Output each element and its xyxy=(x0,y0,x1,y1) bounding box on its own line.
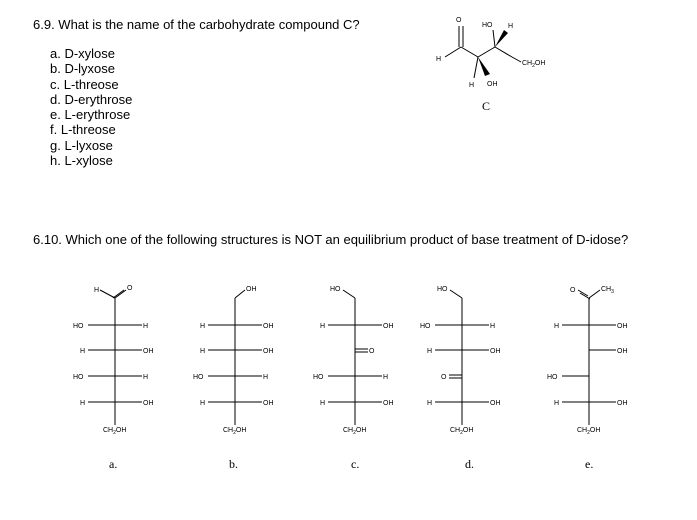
atom-OH: OH xyxy=(487,81,498,88)
svg-text:CH2OH: $CH_2OH$ xyxy=(343,427,367,436)
atom-H: H xyxy=(143,374,149,381)
svg-text:CH2OH: $CH_2OH$ xyxy=(450,427,474,436)
option-h: h. L-xylose xyxy=(50,153,113,169)
atom-HO: HO xyxy=(73,374,84,381)
atom-HO: HO xyxy=(437,286,448,293)
svg-text:CH2OH: $CH_2OH$ xyxy=(223,427,247,436)
atom-H: H xyxy=(436,56,442,63)
atom-CH: CH xyxy=(577,427,588,434)
structure-d xyxy=(420,286,501,471)
atom-HO: HO xyxy=(73,323,84,330)
atom-H: H xyxy=(94,287,100,294)
atom-HO: HO xyxy=(482,22,493,29)
atom-OH: OH xyxy=(617,400,628,407)
option-c: c. L-threose xyxy=(50,76,119,92)
svg-text:CH2OH: $CH_2OH$ xyxy=(103,427,127,436)
atom-CH: CH xyxy=(450,427,461,434)
atom-OH: OH xyxy=(246,286,257,293)
structure-e xyxy=(547,286,628,471)
atom-OH: OH xyxy=(490,400,501,407)
atom-OH: OH xyxy=(589,427,601,434)
atom-CH: CH xyxy=(522,60,533,67)
atom-H: H xyxy=(469,82,475,89)
atom-O: O xyxy=(456,17,462,24)
structure-b xyxy=(193,286,274,471)
atom-CH: CH xyxy=(103,427,114,434)
structure-c xyxy=(313,286,394,471)
atom-HO: HO xyxy=(330,286,341,293)
atom-H: H xyxy=(200,400,206,407)
atom-H: H xyxy=(200,323,206,330)
atom-HO: HO xyxy=(313,374,324,381)
atom-H: H xyxy=(143,323,149,330)
atom-OH: OH xyxy=(355,427,367,434)
question-6-9-title: 6.9. What is the name of the carbohydrate compound C? xyxy=(33,17,360,32)
svg-text:CH3: $CH_3$ xyxy=(601,286,614,295)
option-a: a. D-xylose xyxy=(50,46,116,61)
atom-O: O xyxy=(570,287,576,294)
atom-OH: OH xyxy=(263,323,274,330)
atom-OH: OH xyxy=(115,427,127,434)
structure-c-label: c. xyxy=(351,457,360,471)
atom-OH: OH xyxy=(617,323,628,330)
atom-OH: OH xyxy=(617,348,628,355)
atom-OH: OH xyxy=(462,427,474,434)
subscript: 2 xyxy=(532,63,535,69)
atom-OH: OH xyxy=(263,400,274,407)
atom-HO: HO xyxy=(420,323,431,330)
atom-CH: CH xyxy=(601,286,612,293)
atom-H: H xyxy=(554,323,560,330)
atom-OH: OH xyxy=(143,400,154,407)
atom-H: H xyxy=(263,374,269,381)
atom-O: O xyxy=(369,348,375,355)
atom-OH: OH xyxy=(143,348,154,355)
atom-OH: OH xyxy=(490,348,501,355)
atom-H: H xyxy=(80,348,86,355)
compound-c-label: C xyxy=(482,99,491,113)
atom-CH: CH xyxy=(343,427,354,434)
atom-OH: OH xyxy=(235,427,247,434)
atom-HO: HO xyxy=(547,374,558,381)
atom-H: H xyxy=(200,348,206,355)
atom-OH: OH xyxy=(534,60,546,67)
structure-d-label: d. xyxy=(465,457,474,471)
atom-H: H xyxy=(320,400,326,407)
question-6-10-title: 6.10. Which one of the following structures is NOT an equilibrium product of base treatment of D-idose? xyxy=(33,232,629,247)
atom-OH: OH xyxy=(383,400,394,407)
structure-a-label: a. xyxy=(109,457,118,471)
structure-e-label: e. xyxy=(585,457,594,471)
atom-OH: OH xyxy=(263,348,274,355)
atom-H: H xyxy=(508,23,514,30)
structure-a xyxy=(73,285,154,471)
atom-H: H xyxy=(383,374,389,381)
atom-OH: OH xyxy=(383,323,394,330)
atom-H: H xyxy=(427,400,433,407)
atom-H: H xyxy=(80,400,86,407)
atom-H: H xyxy=(554,400,560,407)
atom-H: H xyxy=(490,323,496,330)
structure-b-label: b. xyxy=(229,457,238,471)
atom-O: O xyxy=(441,374,447,381)
option-g: g. L-lyxose xyxy=(50,137,113,153)
atom-H: H xyxy=(427,348,433,355)
svg-text:CH2OH: $CH_2OH$ xyxy=(577,427,601,436)
atom-H: H xyxy=(320,323,326,330)
atom-HO: HO xyxy=(193,374,204,381)
option-f: f. L-threose xyxy=(50,122,116,138)
atom-CH: CH xyxy=(223,427,234,434)
option-b: b. D-lyxose xyxy=(50,61,116,77)
atom-O: O xyxy=(127,285,133,292)
option-e: e. L-erythrose xyxy=(50,107,131,123)
option-d: d. D-erythrose xyxy=(50,91,133,107)
